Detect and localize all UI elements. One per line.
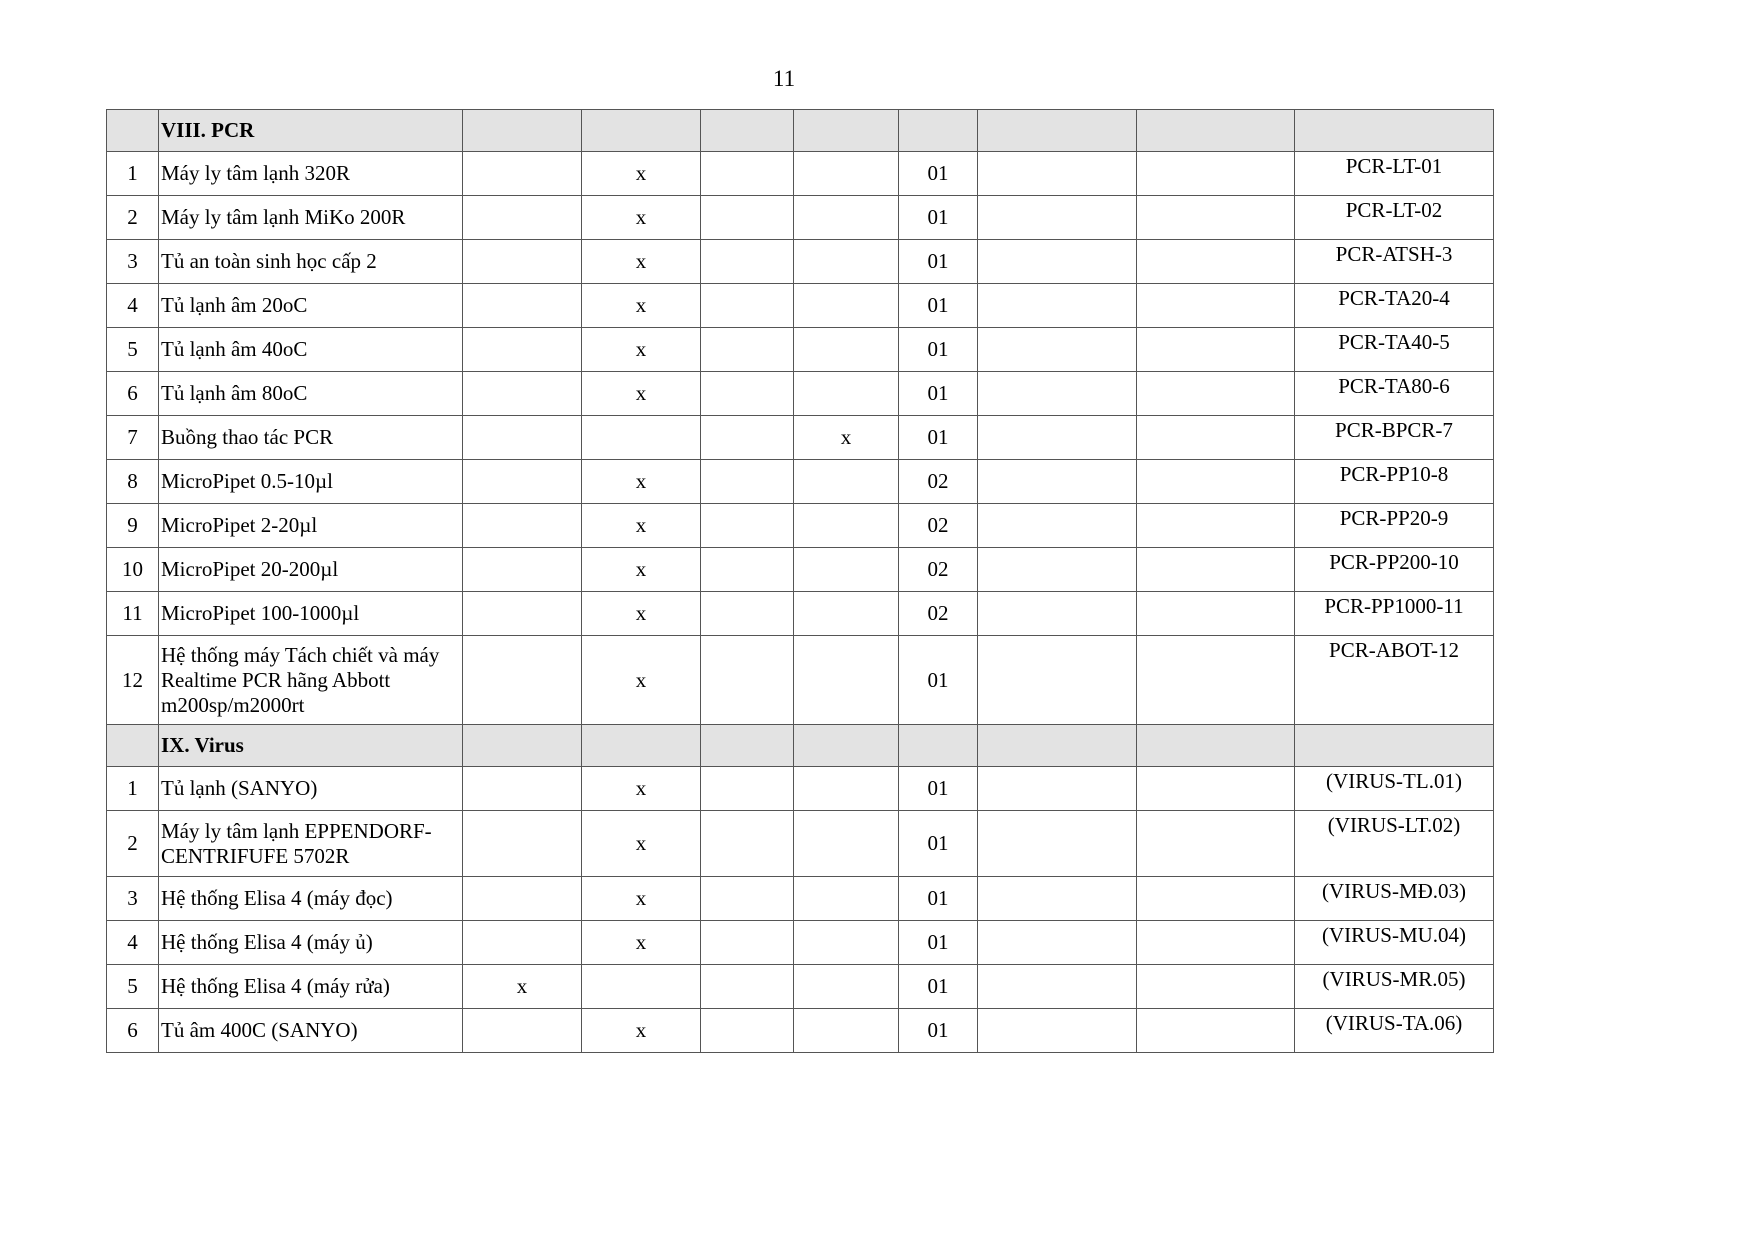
mark-cell: [701, 196, 794, 240]
quantity-cell: 02: [899, 592, 978, 636]
mark-cell: x: [582, 152, 701, 196]
quantity-cell: 01: [899, 921, 978, 965]
equipment-code: (VIRUS-TL.01): [1295, 767, 1494, 811]
empty-cell: [1137, 767, 1295, 811]
mark-cell: [463, 504, 582, 548]
mark-cell: [701, 767, 794, 811]
mark-cell: [701, 811, 794, 877]
section-header-cell: [107, 110, 159, 152]
table-row: [107, 548, 1494, 592]
quantity-cell: 01: [899, 877, 978, 921]
equipment-name: Tủ lạnh âm 40oC: [159, 328, 463, 372]
empty-cell: [1137, 284, 1295, 328]
row-number: 2: [107, 196, 159, 240]
mark-cell: [794, 1009, 899, 1053]
empty-cell: [978, 504, 1137, 548]
row-number: 3: [107, 240, 159, 284]
empty-cell: [1137, 196, 1295, 240]
equipment-name: Máy ly tâm lạnh 320R: [159, 152, 463, 196]
equipment-code: PCR-ATSH-3: [1295, 240, 1494, 284]
mark-cell: [701, 965, 794, 1009]
quantity-cell: 01: [899, 240, 978, 284]
mark-cell: [701, 152, 794, 196]
equipment-code: (VIRUS-TA.06): [1295, 1009, 1494, 1053]
empty-cell: [978, 965, 1137, 1009]
row-number: 1: [107, 152, 159, 196]
section-header-row: [107, 725, 1494, 767]
section-header-cell: [1137, 110, 1295, 152]
mark-cell: [463, 811, 582, 877]
empty-cell: [1137, 1009, 1295, 1053]
mark-cell: [463, 416, 582, 460]
empty-cell: [1137, 548, 1295, 592]
empty-cell: [978, 240, 1137, 284]
equipment-table: [106, 109, 1494, 1053]
table-row: [107, 1009, 1494, 1053]
equipment-name: Hệ thống máy Tách chiết và máy Realtime PCR hãng Abbott m200sp/m2000rt: [159, 636, 463, 725]
mark-cell: [701, 240, 794, 284]
quantity-cell: 01: [899, 372, 978, 416]
quantity-cell: 01: [899, 284, 978, 328]
mark-cell: [463, 921, 582, 965]
table-row: [107, 636, 1494, 725]
equipment-name: Tủ lạnh âm 80oC: [159, 372, 463, 416]
empty-cell: [1137, 416, 1295, 460]
row-number: 2: [107, 811, 159, 877]
row-number: 10: [107, 548, 159, 592]
mark-cell: [463, 196, 582, 240]
empty-cell: [978, 592, 1137, 636]
mark-cell: [463, 460, 582, 504]
table-row: [107, 460, 1494, 504]
empty-cell: [978, 372, 1137, 416]
mark-cell: [582, 965, 701, 1009]
mark-cell: x: [582, 196, 701, 240]
equipment-code: PCR-PP200-10: [1295, 548, 1494, 592]
equipment-name: MicroPipet 0.5-10µl: [159, 460, 463, 504]
table-row: [107, 877, 1494, 921]
equipment-code: PCR-PP1000-11: [1295, 592, 1494, 636]
empty-cell: [1137, 965, 1295, 1009]
quantity-cell: 02: [899, 504, 978, 548]
empty-cell: [1137, 328, 1295, 372]
equipment-name: Hệ thống Elisa 4 (máy ủ): [159, 921, 463, 965]
mark-cell: [794, 372, 899, 416]
equipment-code: PCR-TA80-6: [1295, 372, 1494, 416]
mark-cell: [463, 1009, 582, 1053]
section-header-cell: [463, 725, 582, 767]
row-number: 9: [107, 504, 159, 548]
row-number: 5: [107, 328, 159, 372]
mark-cell: x: [582, 1009, 701, 1053]
page-number: 11: [772, 66, 796, 91]
quantity-cell: 01: [899, 767, 978, 811]
empty-cell: [1137, 592, 1295, 636]
mark-cell: x: [582, 767, 701, 811]
row-number: 11: [107, 592, 159, 636]
mark-cell: [794, 196, 899, 240]
mark-cell: [794, 965, 899, 1009]
equipment-name: Tủ âm 400C (SANYO): [159, 1009, 463, 1053]
table-row: [107, 328, 1494, 372]
equipment-code: PCR-TA40-5: [1295, 328, 1494, 372]
mark-cell: x: [463, 965, 582, 1009]
mark-cell: [794, 877, 899, 921]
mark-cell: [701, 328, 794, 372]
row-number: 4: [107, 921, 159, 965]
quantity-cell: 01: [899, 1009, 978, 1053]
table-row: [107, 965, 1494, 1009]
section-title: VIII. PCR: [159, 110, 463, 152]
empty-cell: [978, 811, 1137, 877]
row-number: 6: [107, 1009, 159, 1053]
mark-cell: [794, 284, 899, 328]
empty-cell: [978, 921, 1137, 965]
empty-cell: [1137, 152, 1295, 196]
table-row: [107, 152, 1494, 196]
equipment-code: PCR-LT-01: [1295, 152, 1494, 196]
mark-cell: [463, 548, 582, 592]
mark-cell: [701, 1009, 794, 1053]
equipment-name: Hệ thống Elisa 4 (máy đọc): [159, 877, 463, 921]
quantity-cell: 01: [899, 811, 978, 877]
mark-cell: [794, 328, 899, 372]
mark-cell: x: [582, 592, 701, 636]
mark-cell: [701, 416, 794, 460]
mark-cell: [701, 460, 794, 504]
equipment-name: Tủ lạnh âm 20oC: [159, 284, 463, 328]
mark-cell: [794, 548, 899, 592]
empty-cell: [978, 767, 1137, 811]
equipment-code: (VIRUS-MĐ.03): [1295, 877, 1494, 921]
quantity-cell: 01: [899, 328, 978, 372]
row-number: 12: [107, 636, 159, 725]
empty-cell: [978, 636, 1137, 725]
mark-cell: x: [582, 877, 701, 921]
table-row: [107, 592, 1494, 636]
mark-cell: x: [582, 548, 701, 592]
mark-cell: [463, 767, 582, 811]
section-header-cell: [794, 110, 899, 152]
mark-cell: x: [582, 284, 701, 328]
section-header-cell: [701, 725, 794, 767]
mark-cell: x: [582, 328, 701, 372]
mark-cell: [463, 328, 582, 372]
empty-cell: [1137, 240, 1295, 284]
equipment-name: Máy ly tâm lạnh MiKo 200R: [159, 196, 463, 240]
mark-cell: x: [582, 921, 701, 965]
mark-cell: x: [582, 636, 701, 725]
equipment-name: MicroPipet 100-1000µl: [159, 592, 463, 636]
equipment-code: PCR-LT-02: [1295, 196, 1494, 240]
table-body: [107, 110, 1494, 1053]
row-number: 7: [107, 416, 159, 460]
row-number: 1: [107, 767, 159, 811]
section-header-row: [107, 110, 1494, 152]
mark-cell: [463, 877, 582, 921]
equipment-code: PCR-ABOT-12: [1295, 636, 1494, 725]
table-row: [107, 811, 1494, 877]
table-row: [107, 240, 1494, 284]
section-header-cell: [794, 725, 899, 767]
empty-cell: [978, 152, 1137, 196]
table-row: [107, 416, 1494, 460]
mark-cell: [794, 592, 899, 636]
empty-cell: [978, 196, 1137, 240]
empty-cell: [1137, 504, 1295, 548]
row-number: 8: [107, 460, 159, 504]
equipment-code: PCR-BPCR-7: [1295, 416, 1494, 460]
mark-cell: [701, 284, 794, 328]
mark-cell: [463, 636, 582, 725]
mark-cell: x: [582, 240, 701, 284]
equipment-code: PCR-PP20-9: [1295, 504, 1494, 548]
mark-cell: x: [582, 811, 701, 877]
section-header-cell: [1137, 725, 1295, 767]
mark-cell: [463, 592, 582, 636]
quantity-cell: 01: [899, 636, 978, 725]
empty-cell: [1137, 372, 1295, 416]
mark-cell: [794, 811, 899, 877]
empty-cell: [978, 460, 1137, 504]
equipment-name: Tủ lạnh (SANYO): [159, 767, 463, 811]
empty-cell: [978, 877, 1137, 921]
equipment-name: MicroPipet 2-20µl: [159, 504, 463, 548]
mark-cell: x: [794, 416, 899, 460]
mark-cell: [794, 240, 899, 284]
quantity-cell: 01: [899, 416, 978, 460]
empty-cell: [1137, 811, 1295, 877]
equipment-name: Buồng thao tác PCR: [159, 416, 463, 460]
quantity-cell: 02: [899, 548, 978, 592]
table-row: [107, 372, 1494, 416]
section-header-cell: [899, 110, 978, 152]
equipment-name: Máy ly tâm lạnh EPPENDORF-CENTRIFUFE 5702R: [159, 811, 463, 877]
mark-cell: [582, 416, 701, 460]
section-header-cell: [978, 725, 1137, 767]
mark-cell: [701, 504, 794, 548]
equipment-code: (VIRUS-LT.02): [1295, 811, 1494, 877]
row-number: 6: [107, 372, 159, 416]
table-row: [107, 921, 1494, 965]
section-header-cell: [582, 110, 701, 152]
empty-cell: [978, 548, 1137, 592]
empty-cell: [978, 284, 1137, 328]
mark-cell: [701, 636, 794, 725]
row-number: 4: [107, 284, 159, 328]
table-row: [107, 196, 1494, 240]
section-title: IX. Virus: [159, 725, 463, 767]
mark-cell: [794, 767, 899, 811]
empty-cell: [1137, 921, 1295, 965]
empty-cell: [978, 328, 1137, 372]
mark-cell: x: [582, 372, 701, 416]
quantity-cell: 01: [899, 196, 978, 240]
table-row: [107, 767, 1494, 811]
mark-cell: [463, 372, 582, 416]
mark-cell: [701, 877, 794, 921]
empty-cell: [1137, 636, 1295, 725]
section-header-cell: [701, 110, 794, 152]
mark-cell: [794, 152, 899, 196]
quantity-cell: 01: [899, 965, 978, 1009]
section-header-cell: [582, 725, 701, 767]
empty-cell: [978, 1009, 1137, 1053]
section-header-cell: [1295, 110, 1494, 152]
mark-cell: [794, 636, 899, 725]
row-number: 3: [107, 877, 159, 921]
section-header-cell: [463, 110, 582, 152]
table-row: [107, 504, 1494, 548]
equipment-code: (VIRUS-MR.05): [1295, 965, 1494, 1009]
empty-cell: [978, 416, 1137, 460]
equipment-code: (VIRUS-MU.04): [1295, 921, 1494, 965]
section-header-cell: [899, 725, 978, 767]
empty-cell: [1137, 460, 1295, 504]
mark-cell: [463, 240, 582, 284]
equipment-code: PCR-PP10-8: [1295, 460, 1494, 504]
table-row: [107, 284, 1494, 328]
section-header-cell: [107, 725, 159, 767]
mark-cell: [794, 460, 899, 504]
mark-cell: [463, 284, 582, 328]
mark-cell: [794, 504, 899, 548]
equipment-name: Hệ thống Elisa 4 (máy rửa): [159, 965, 463, 1009]
row-number: 5: [107, 965, 159, 1009]
mark-cell: x: [582, 504, 701, 548]
section-header-cell: [978, 110, 1137, 152]
mark-cell: [701, 921, 794, 965]
equipment-code: PCR-TA20-4: [1295, 284, 1494, 328]
quantity-cell: 01: [899, 152, 978, 196]
mark-cell: [463, 152, 582, 196]
equipment-name: Tủ an toàn sinh học cấp 2: [159, 240, 463, 284]
mark-cell: [794, 921, 899, 965]
section-header-cell: [1295, 725, 1494, 767]
quantity-cell: 02: [899, 460, 978, 504]
mark-cell: [701, 372, 794, 416]
empty-cell: [1137, 877, 1295, 921]
mark-cell: [701, 592, 794, 636]
mark-cell: [701, 548, 794, 592]
equipment-name: MicroPipet 20-200µl: [159, 548, 463, 592]
mark-cell: x: [582, 460, 701, 504]
